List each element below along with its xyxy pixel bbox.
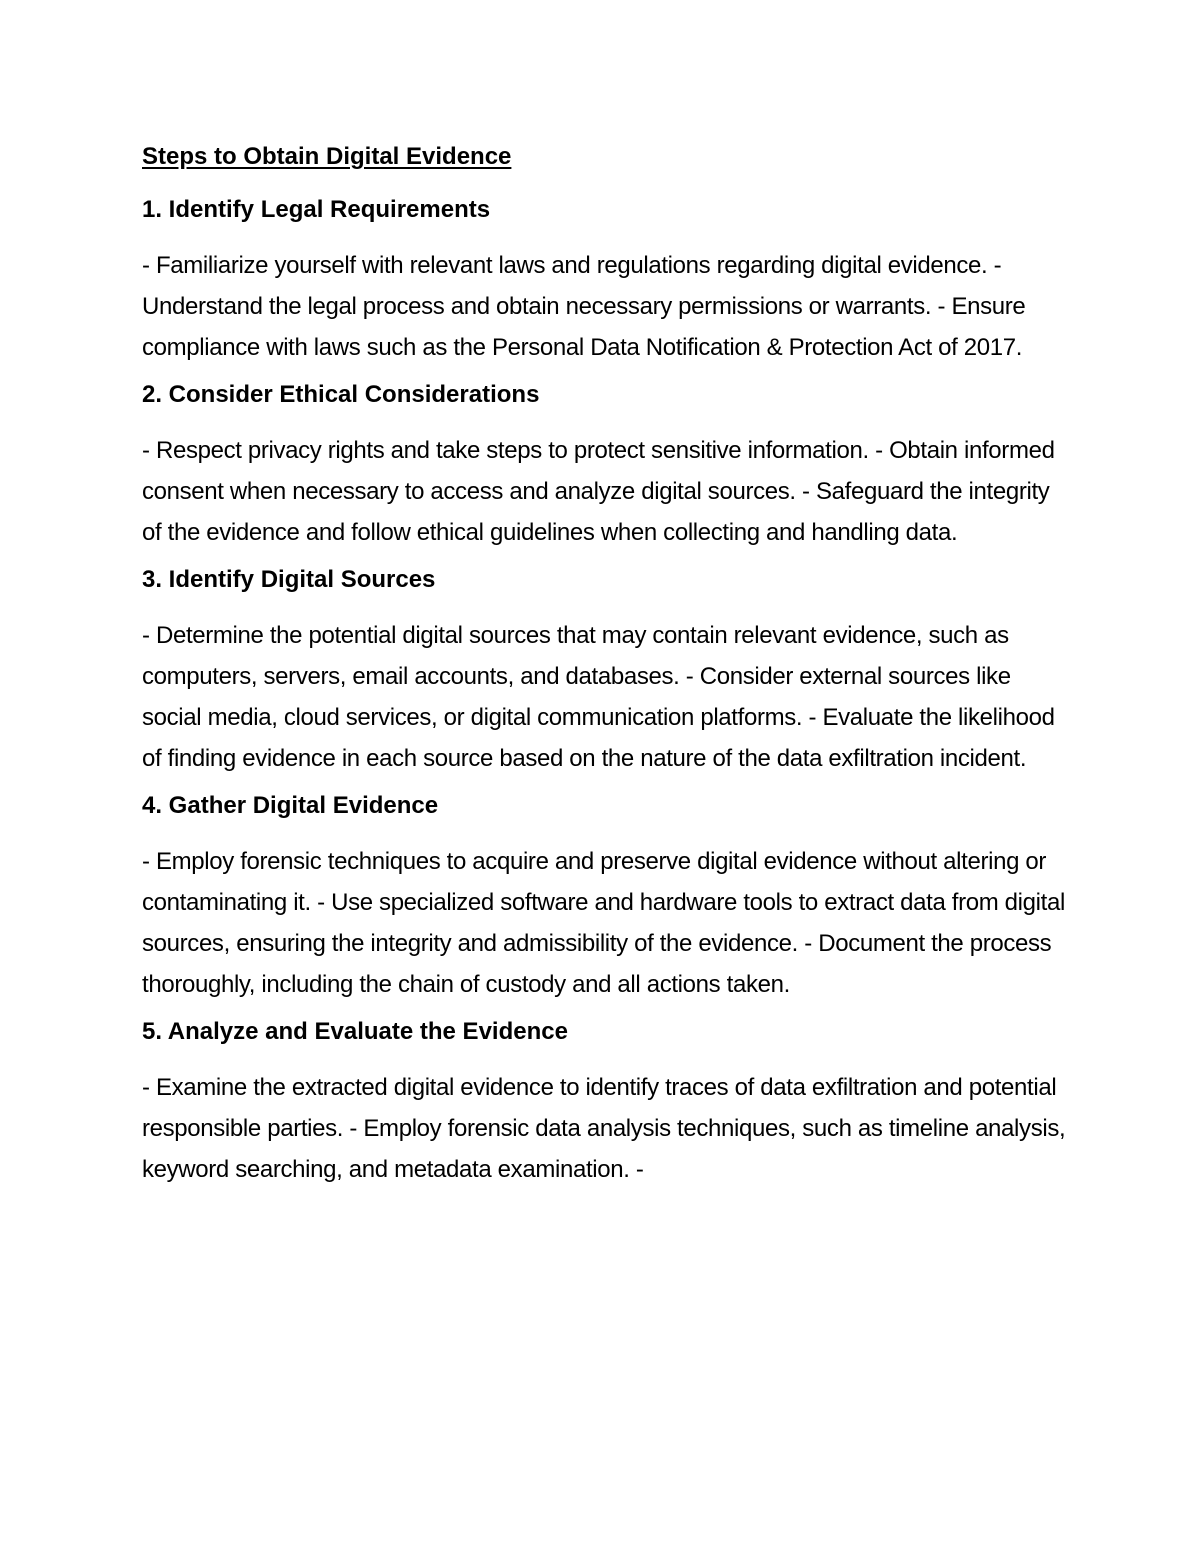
document-title: Steps to Obtain Digital Evidence [142, 143, 512, 170]
section-heading: 1. Identify Legal Requirements [142, 196, 491, 223]
section-body: - Examine the extracted digital evidence to identify traces of data exfiltration and potential responsible parties. - Employ forensic data analysis techniques, such as timeline analysis, keyword searching, and metadata examination. - [142, 1074, 1066, 1183]
section-digital-sources [142, 563, 1072, 779]
section-ethical-considerations [142, 378, 1072, 553]
section-heading: 3. Identify Digital Sources [142, 566, 436, 593]
document-page [142, 140, 1072, 1200]
section-body: - Determine the potential digital sources that may contain relevant evidence, such as computers, servers, email accounts, and databases. - Consider external sources like social media, cloud services, or digital communication platforms. - Evaluate the likelihood of finding evidence in each source based on the nature of the data exfiltration incident. [142, 622, 1055, 772]
section-body: - Familiarize yourself with relevant laws and regulations regarding digital evidence. - Understand the legal process and obtain necessary permissions or warrants. - Ensure compliance with laws such as the Personal Data Notification & Protection Act of 2017. [142, 252, 1026, 361]
section-heading: 5. Analyze and Evaluate the Evidence [142, 1018, 568, 1045]
section-analyze-evidence [142, 1015, 1072, 1190]
section-body: - Employ forensic techniques to acquire and preserve digital evidence without altering or contaminating it. - Use specialized software and hardware tools to extract data from digital sources, ensuring the integrity and admissibility of the evidence. - Document the process thoroughly, including the chain of custody and all actions taken. [142, 848, 1065, 998]
section-legal-requirements [142, 193, 1072, 368]
section-heading: 4. Gather Digital Evidence [142, 792, 439, 819]
section-body: - Respect privacy rights and take steps to protect sensitive information. - Obtain informed consent when necessary to access and analyze digital sources. - Safeguard the integrity of the evidence and follow ethical guidelines when collecting and handling data. [142, 437, 1055, 546]
section-gather-evidence [142, 789, 1072, 1005]
section-heading: 2. Consider Ethical Considerations [142, 381, 540, 408]
